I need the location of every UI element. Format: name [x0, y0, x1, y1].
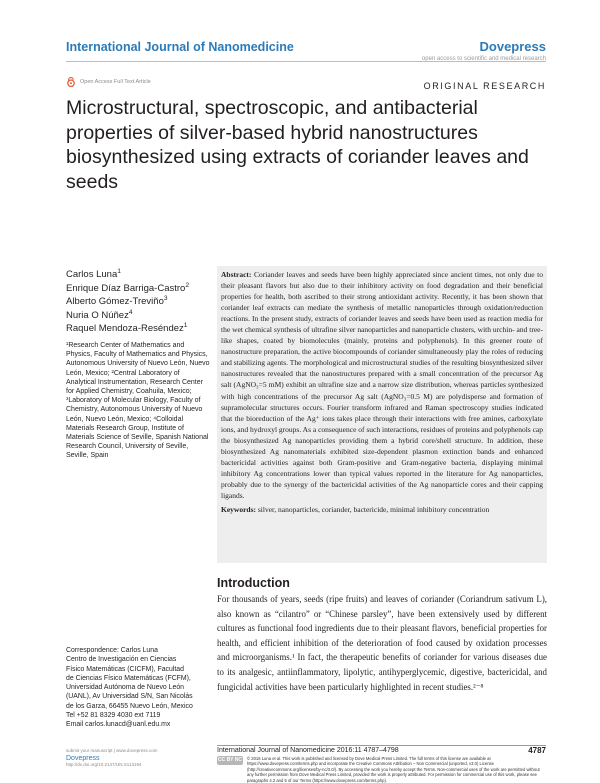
abstract-text: Abstract: Coriander leaves and seeds have been highly appreciated since ancient times, not only due to their pleasant flavors but also due to their inhibitory activity on food degradation and their beneficial properties for health, both ascribed to their strong antioxidant activity. Recently, it has been shown that coriander leaf extracts can mediate the synthesis of metallic nanoparticles through oxidation/reduction reactions. In the present study, extracts of coriander leaves and seeds have been used as reaction media for the wet chemical synthesis of ultrafine silver nanoparticles and nanoparticle clusters, with urchin- and tree-like shapes, coated by biomolecules (mainly, proteins and polyphenols). In this greener route of nanostructure preparation, the active biocompounds of coriander simultaneously play the roles of reducing and stabilizing agents. The morphological and microstructural studies of the resulting biosynthesized silver nanostructures revealed that the nanostructures prepared with a small concentration of the precursor Ag salt (AgNO₃=5 mM) exhibit an ultrafine size and a narrow size distribution, whereas particles synthesized with high concentrations of the precursor Ag salt (AgNO₃=0.5 M) are polydisperse and formation of supramolecular structures occurs. Fourier transform infrared and Raman spectroscopy studies indicated that the bioreduction of the Ag⁺ ions takes place through their interactions with free amines, carboxylate ions, and hydroxyl groups. As a consequence of such interactions, residues of proteins and polyphenols cap the biosynthesized Ag nanoparticles providing them a hybrid core/shell structure. In addition, these biosynthesized Ag nanomaterials exhibited size-dependent plasmon extinction bands and enhanced bactericidal activities against both Gram-positive and Gram-negative bacteria, displaying minimal inhibitory Ag concentrations lower than typical values reported in the literature for Ag nanoparticles, probably due to the synergy of the bactericidal activities of the Ag nanoparticle cores and their capping ligands.	[221, 270, 544, 500]
publisher-logo: Dovepress	[479, 39, 546, 54]
footer-citation: International Journal of Nanomedicine 2016:11 4787–4798	[217, 747, 399, 754]
journal-name: International Journal of Nanomedicine	[66, 40, 294, 54]
section-heading-introduction: Introduction	[217, 576, 290, 590]
correspondence: Correspondence: Carlos Luna Centro de Investigación en Ciencias Físico Matemáticas (CICFM), Facultad de Ciencias Físico Matemáticas (FCFM), Universidad Autónoma de Nuevo León (UANL), Av Universidad S/N, San Nicolás de los Garza, 66455 Nuevo León, Mexico Tel +52 81 8329 4030 ext 7119 Email carlos.lunacd@uanl.edu.mx	[66, 646, 214, 730]
affiliations: ¹Research Center of Mathematics and Physics, Faculty of Mathematics and Physics, Autonomous University of Nuevo León, Nuevo León, Mexico; ²Central Laboratory of Analytical Instrumentation, Research Center for Applied Chemistry, Coahuila, Mexico; ³Laboratory of Molecular Biology, Faculty of Chemistry, Autonomous University of Nuevo León, Nuevo León, Mexico; ⁴Colloidal Materials Research Group, Institute of Materials Science of Seville, Spanish National Research Council, University of Seville, Seville, Spain	[66, 342, 210, 460]
article-type: ORIGINAL RESEARCH	[423, 81, 546, 91]
author: Raquel Mendoza-Reséndez$^1$	[66, 321, 188, 334]
footer-rule	[217, 745, 546, 746]
doi-link[interactable]: http://dx.doi.org/10.2147/IJN.S113194	[66, 762, 142, 767]
introduction-text: For thousands of years, seeds (ripe fruits) and leaves of coriander (Coriandrum sativum L), also known as “cilantro” or “Chinese parsley”, have been extensively used by different cultures as functional food ingredients due to their pleasant flavors, beneficial properties for health, and efficient inhibition of the deterioration of food caused by oxidation processes and microorganisms.¹ In fact, the therapeutic benefits of coriander for various diseases due to its analgesic, antiinflammatory, lipolytic, antihyperglycemic, digestive, bactericidal, and fungicidal activities have been particularly highlighted in recent studies.²⁻⁸	[217, 594, 547, 692]
publisher-tagline: open access to scientific and medical research	[421, 56, 546, 62]
abstract-box	[217, 266, 547, 563]
page-number: 4787	[528, 746, 546, 755]
open-access-icon	[66, 77, 76, 87]
license-text: CC BY NC © 2016 Luna et al. This work is published and licensed by Dove Medical Press Limited. The full terms of this license are available at https://www.dovepress.com/terms.php and incorporate the Creative Commons Attribution – Non Commercial (unported, v3.0) License (http://creativecommons.org/licenses/by-nc/3.0/). By accessing the work you hereby accept the Terms. Non-commercial uses of the work are permitted without any further permission from Dove Medical Press Limited, provided the work is properly attributed. For permission for commercial use of this work, please see paragraphs 4.2 and 5 of our Terms (https://www.dovepress.com/terms.php).	[217, 756, 540, 783]
cc-license-icon: CC BY NC	[217, 757, 243, 763]
email-link[interactable]: Email carlos.lunacd@uanl.edu.mx	[66, 721, 171, 729]
footer-publisher: Dovepress http://dx.doi.org/10.2147/IJN.S113194	[66, 755, 142, 767]
article-title: Microstructural, spectroscopic, and antibacterial properties of silver-based hybrid nanostructures biosynthesized using extracts of coriander leaves and seeds	[66, 97, 529, 193]
footer-submit[interactable]: submit your manuscript | www.dovepress.com	[66, 748, 158, 753]
author: Enrique Díaz Barriga-Castro$^2$	[66, 281, 190, 294]
author: Carlos Luna$^1$	[66, 267, 121, 280]
author: Alberto Gómez-Treviño$^3$	[66, 294, 168, 307]
open-access-label: Open Access Full Text Article	[66, 77, 151, 87]
keywords: Keywords: silver, nanoparticles, coriander, bactericide, minimal inhibitory concentration	[221, 504, 490, 514]
author: Nuria O Núñez$^4$	[66, 308, 133, 321]
header-rule	[66, 61, 546, 62]
author-list	[66, 268, 214, 336]
